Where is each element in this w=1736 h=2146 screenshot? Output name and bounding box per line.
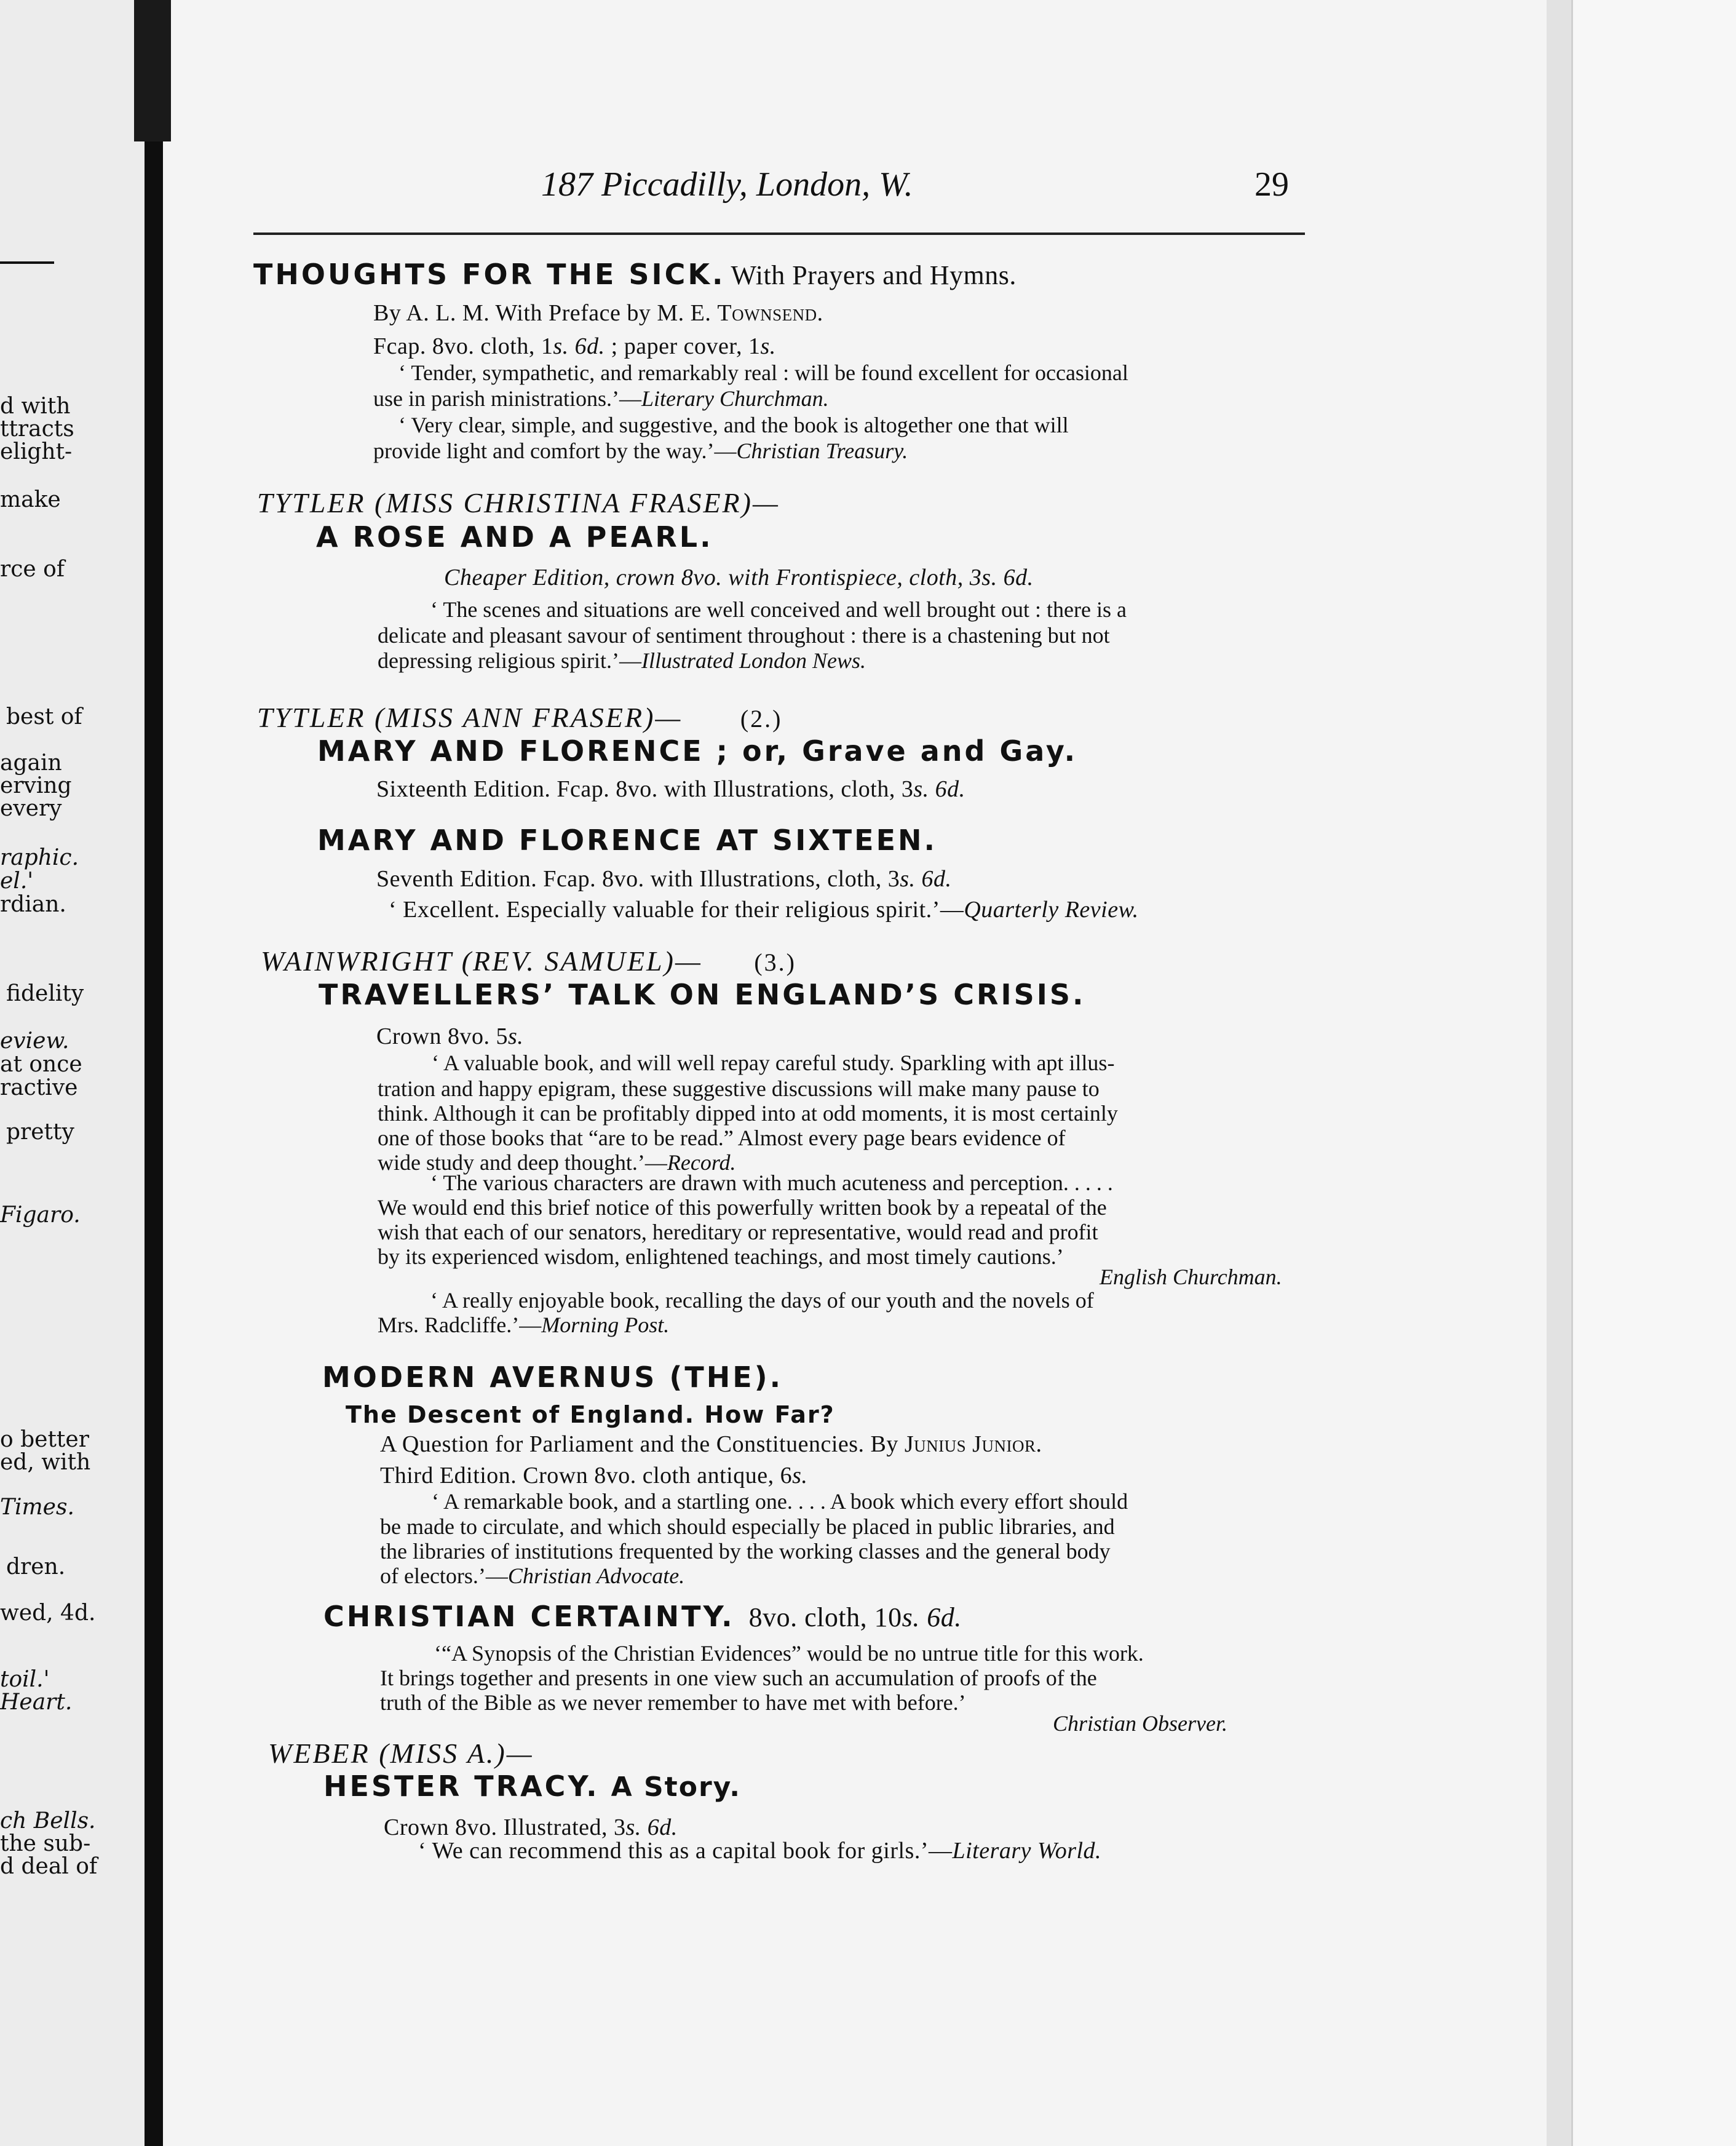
format-text-2: ; paper cover, 1	[604, 333, 761, 359]
author-heading	[261, 945, 796, 977]
facing-page-fragment: erving	[0, 773, 72, 798]
facing-page-fragment: rdian.	[0, 892, 66, 917]
review-line	[378, 648, 866, 674]
review-line: the libraries of institutions frequented by the working classes and the general body	[380, 1539, 1111, 1564]
format-text: Fcap. 8vo. cloth, 1	[373, 333, 553, 359]
review-source: Quarterly Review.	[964, 897, 1139, 923]
review-source: Illustrated London News.	[641, 648, 866, 673]
entry-thoughts-byline	[373, 300, 823, 326]
review-text: use in parish ministrations.’—	[373, 386, 641, 411]
facing-page-fragment: Heart.	[0, 1690, 73, 1715]
review-source: Literary World.	[952, 1838, 1102, 1864]
description-author: Junius Junior.	[904, 1431, 1042, 1457]
facing-page-fragment: d deal of	[0, 1854, 98, 1879]
author-heading	[257, 702, 783, 733]
book-description	[380, 1431, 1042, 1457]
review-line: ‘ The various characters are drawn with much acuteness and perception. . . . .	[430, 1170, 1113, 1195]
book-title: MARY AND FLORENCE ; or, Grave and Gay.	[317, 734, 1078, 768]
entry-thoughts-format	[373, 333, 776, 359]
review-line: ‘ Very clear, simple, and suggestive, and the book is altogether one that will	[398, 413, 1069, 437]
format-price: s. 6d.	[553, 333, 605, 359]
book-title: MARY AND FLORENCE AT SIXTEEN.	[317, 824, 937, 857]
entry-thoughts-title-line	[253, 258, 1017, 291]
review-line: by its experienced wisdom, enlightened teachings, and most timely cautions.’	[378, 1244, 1064, 1269]
book-format	[384, 1814, 678, 1840]
facing-page-fragment: best of	[6, 704, 82, 729]
facing-page-fragment: ractive	[0, 1075, 78, 1100]
facing-page-fragment: ed, with	[0, 1450, 91, 1475]
facing-page-fragment: el.'	[0, 868, 34, 894]
facing-page-fragment: again	[0, 750, 62, 776]
book-title: CHRISTIAN CERTAINTY.	[323, 1600, 735, 1633]
format-price: s.	[792, 1463, 808, 1488]
book-format	[376, 776, 965, 802]
facing-page-fragment: raphic.	[0, 845, 79, 870]
review-line	[380, 1563, 684, 1589]
facing-page-fragment: Times.	[0, 1495, 74, 1520]
review-line	[373, 386, 829, 411]
book-title: A ROSE AND A PEARL.	[316, 520, 713, 554]
facing-page-fragment: toil.'	[0, 1667, 50, 1692]
author-name: TYTLER (MISS ANN FRASER)—	[257, 702, 683, 733]
review-source: Record.	[667, 1150, 736, 1175]
review-line: think. Although it can be profitably dipped into at odd moments, it is most certainly	[378, 1101, 1118, 1126]
facing-page-text	[0, 0, 141, 2146]
format-text: Seventh Edition. Fcap. 8vo. with Illustrations, cloth, 3	[376, 866, 900, 892]
series-marker: (2.)	[740, 705, 783, 733]
format-price: s.	[507, 1023, 524, 1049]
review-line: It brings together and presents in one view such an accumulation of proofs of the	[380, 1666, 1097, 1690]
description-text: A Question for Parliament and the Constituencies. By	[380, 1431, 905, 1457]
review-source: Christian Observer.	[1053, 1711, 1228, 1736]
review-line: truth of the Bible as we never remember to have met with before.’	[380, 1690, 966, 1715]
facing-page-fragment: wed, 4d.	[0, 1600, 96, 1626]
facing-page-fragment: at once	[0, 1052, 82, 1077]
review-source: English Churchman.	[1100, 1265, 1282, 1289]
review-source: Christian Treasury.	[736, 439, 908, 463]
review-text: wide study and deep thought.’—	[378, 1150, 667, 1175]
review-source: Christian Advocate.	[507, 1564, 685, 1588]
author-heading: WEBER (MISS A.)—	[268, 1738, 534, 1769]
review-line: ‘ A really enjoyable book, recalling the days of our youth and the novels of	[430, 1288, 1094, 1313]
facing-page-fragment: make	[0, 487, 61, 512]
facing-page-fragment: o better	[0, 1427, 89, 1452]
format-text: Third Edition. Crown 8vo. cloth antique, 6	[380, 1463, 793, 1488]
review-line: be made to circulate, and which should especially be placed in public libraries, and	[380, 1514, 1115, 1539]
byline-name: Townsend.	[717, 300, 823, 326]
book-format	[376, 1023, 523, 1049]
header-rule	[253, 232, 1305, 235]
review-line	[373, 438, 908, 464]
review-source: Literary Churchman.	[641, 386, 829, 411]
review-line: one of those books that “are to be read.” Almost every page bears evidence of	[378, 1126, 1066, 1150]
facing-page-fragment: fidelity	[6, 981, 84, 1006]
facing-page-fragment: every	[0, 796, 62, 821]
page-edge	[1547, 0, 1571, 2146]
review-text: of electors.’—	[380, 1564, 508, 1588]
facing-page-fragment: eview.	[0, 1028, 69, 1054]
book-format: Cheaper Edition, crown 8vo. with Frontispiece, cloth, 3s. 6d.	[444, 565, 1034, 590]
book-format	[376, 866, 952, 892]
format-price: s. 6d.	[913, 776, 965, 802]
format-price: s. 6d.	[900, 866, 952, 892]
format-text: Crown 8vo. Illustrated, 3	[384, 1814, 626, 1840]
review-text: ‘ We can recommend this as a capital book for girls.’—	[418, 1838, 953, 1864]
review-line: ‘ The scenes and situations are well conceived and well brought out : there is a	[430, 597, 1127, 622]
book-gutter-shadow	[134, 0, 171, 141]
format-price: s. 6d.	[902, 1602, 962, 1632]
facing-page-rule	[0, 261, 54, 264]
review-line	[378, 1312, 669, 1338]
entry-thoughts-title: THOUGHTS FOR THE SICK.	[253, 258, 726, 291]
review-text: depressing religious spirit.’—	[378, 648, 641, 673]
review-source: Morning Post.	[541, 1313, 670, 1337]
facing-page-fragment: ch Bells.	[0, 1808, 96, 1834]
book-title: MODERN AVERNUS (THE).	[322, 1361, 783, 1394]
facing-page-fragment: dren.	[6, 1554, 66, 1580]
review-text: provide light and comfort by the way.’—	[373, 439, 737, 463]
review-line: ‘ A remarkable book, and a startling one. . . . A book which every effort should	[432, 1489, 1128, 1514]
review-line	[389, 897, 1139, 923]
review-text: Mrs. Radcliffe.’—	[378, 1313, 542, 1337]
page-edge-stack	[1571, 0, 1736, 2146]
facing-page-fragment: the sub-	[0, 1831, 91, 1856]
review-line: We would end this brief notice of this powerfully written book by a repeatal of the	[378, 1195, 1107, 1220]
running-header	[541, 165, 1304, 204]
review-line: tration and happy epigram, these suggestive discussions will make many pause to	[378, 1076, 1100, 1101]
review-text: ‘ Excellent. Especially valuable for their religious spirit.’—	[389, 897, 964, 923]
book-subtitle: A Story.	[611, 1771, 742, 1803]
review-line: ‘ Tender, sympathetic, and remarkably real : will be found excellent for occasional	[398, 360, 1128, 385]
facing-page-fragment: ttracts	[0, 416, 74, 442]
entry-weber-title-line	[323, 1770, 742, 1803]
format-price-2: s.	[760, 333, 776, 359]
review-line: wish that each of our senators, hereditary or representative, would read and profit	[378, 1220, 1098, 1244]
author-name: WAINWRIGHT (REV. SAMUEL)—	[261, 945, 702, 977]
facing-page-fragment: pretty	[6, 1119, 74, 1145]
book-gutter	[145, 0, 163, 2146]
facing-page-fragment: elight-	[0, 439, 73, 464]
facing-page-fragment: rce of	[0, 557, 65, 582]
facing-page-fragment: d with	[0, 394, 71, 419]
facing-page-fragment: Figaro.	[0, 1202, 81, 1228]
book-format	[749, 1602, 962, 1632]
entry-certainty-title-line	[323, 1600, 962, 1633]
author-heading: TYTLER (MISS CHRISTINA FRASER)—	[257, 487, 780, 519]
review-line: ‘ A valuable book, and will well repay careful study. Sparkling with apt illus-	[432, 1051, 1115, 1075]
format-text: Crown 8vo. 5	[376, 1023, 508, 1049]
review-line	[418, 1838, 1101, 1864]
review-line: delicate and pleasant savour of sentiment throughout : there is a chastening but not	[378, 623, 1110, 648]
book-title: HESTER TRACY.	[323, 1770, 600, 1803]
entry-thoughts-subtitle: With Prayers and Hymns.	[731, 260, 1017, 290]
page-number: 29	[1254, 165, 1289, 204]
review-line: ‘“A Synopsis of the Christian Evidences” would be no untrue title for this work.	[434, 1641, 1144, 1666]
book-format	[380, 1463, 807, 1488]
format-text: 8vo. cloth, 10	[748, 1602, 902, 1632]
format-price: s. 6d.	[625, 1814, 678, 1840]
format-text: Sixteenth Edition. Fcap. 8vo. with Illustrations, cloth, 3	[376, 776, 914, 802]
byline-text: By A. L. M. With Preface by M. E.	[373, 300, 718, 326]
series-marker: (3.)	[754, 948, 796, 976]
book-title: TRAVELLERS’ TALK ON ENGLAND’S CRISIS.	[319, 978, 1086, 1011]
book-subtitle: The Descent of England. How Far?	[346, 1401, 835, 1428]
running-title: 187 Piccadilly, London, W.	[541, 165, 913, 204]
